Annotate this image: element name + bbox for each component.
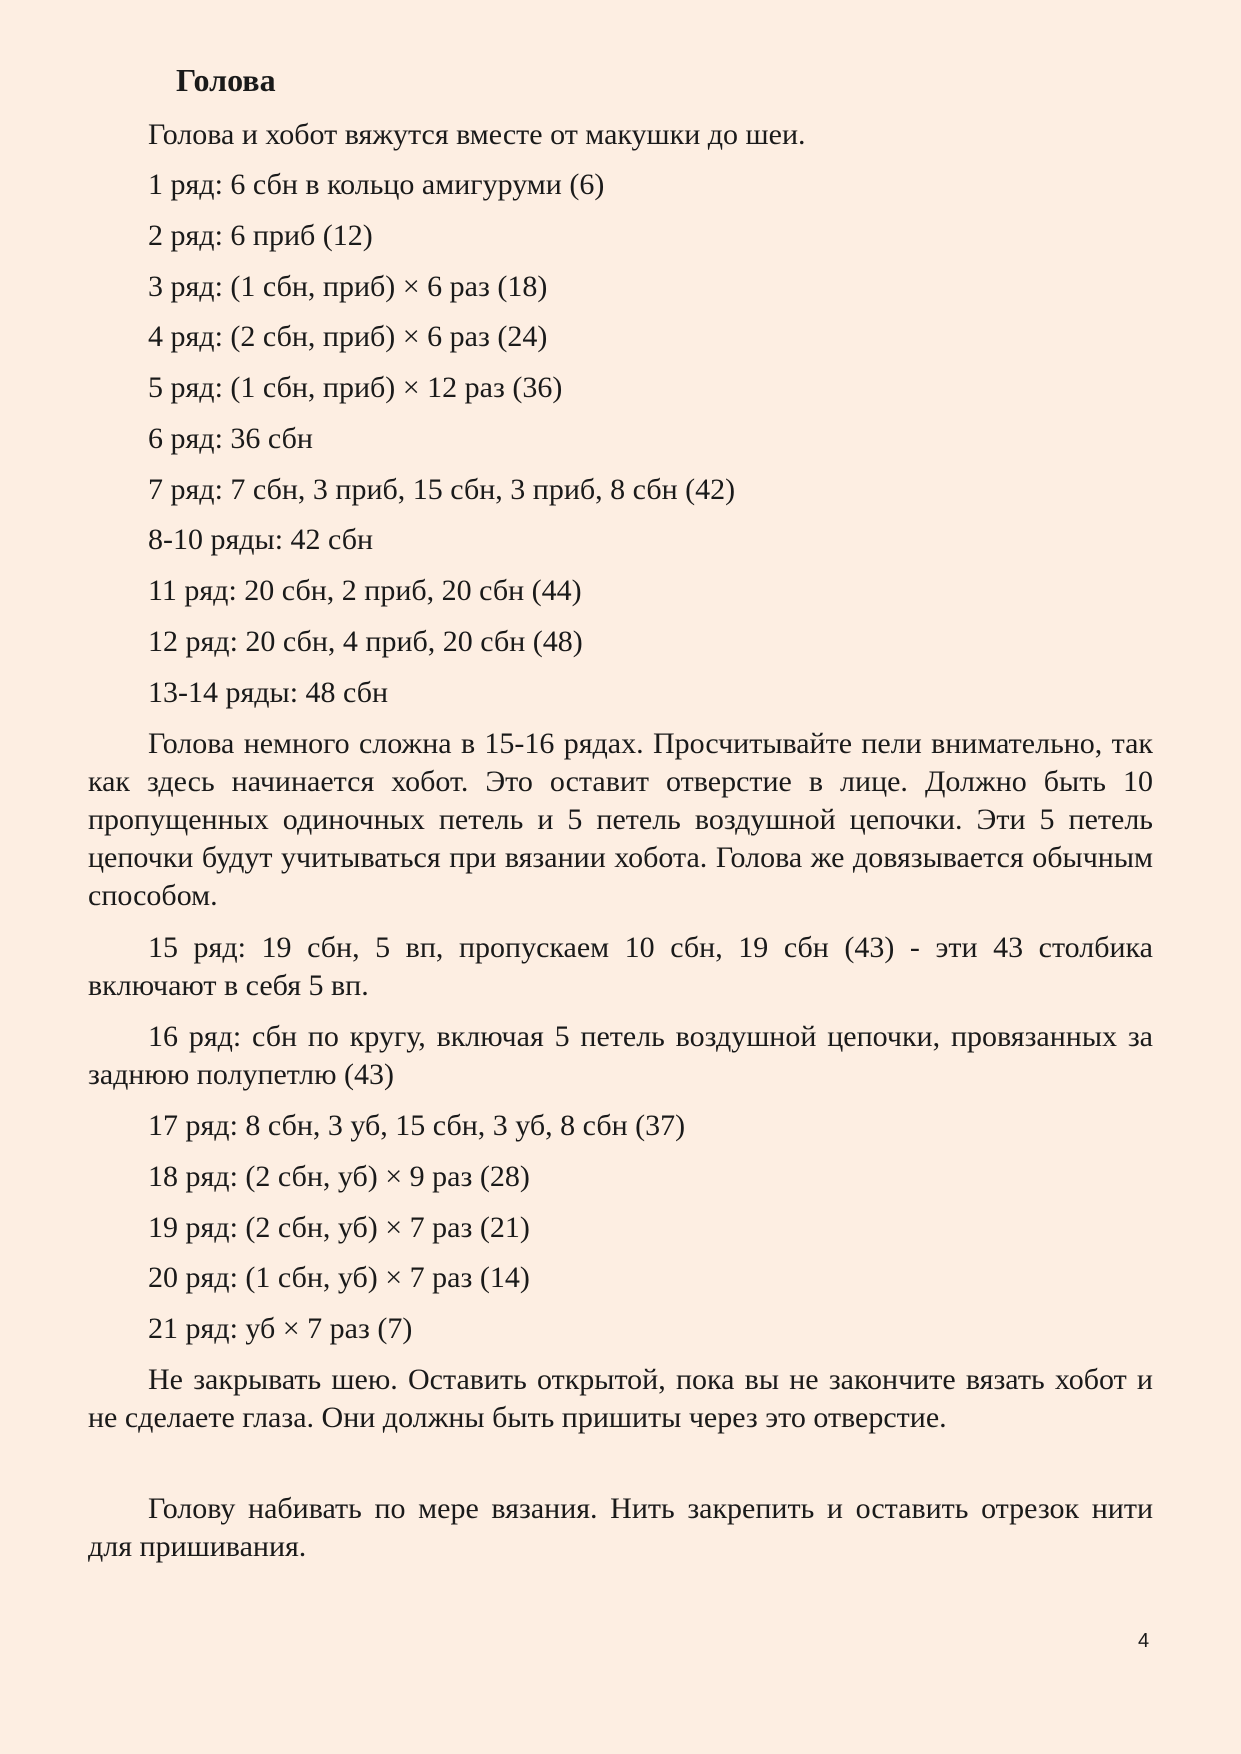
row-line: 19 ряд: (2 сбн, уб) × 7 раз (21)	[148, 1211, 530, 1244]
row-line: 13-14 ряды: 48 сбн	[148, 676, 389, 709]
paragraph-note: Голова немного сложна в 15-16 рядах. Просчитывайте пели внимательно, так как здесь начинается хобот. Это оставит отверстие в лице. Должно быть 10 пропущенных одиночных петель и 5 петель воздушной цепочки. Эти 5 петель цепочки будут учитываться при вязании хобота. Голова же довязывается обычным способом.	[88, 727, 1153, 912]
row-line: 11 ряд: 20 сбн, 2 приб, 20 сбн (44)	[148, 574, 582, 607]
row-line: 18 ряд: (2 сбн, уб) × 9 раз (28)	[148, 1160, 530, 1193]
row-line: 12 ряд: 20 сбн, 4 приб, 20 сбн (48)	[148, 625, 583, 658]
row-line: 17 ряд: 8 сбн, 3 уб, 15 сбн, 3 уб, 8 сбн (37)	[148, 1109, 686, 1142]
page-number: 4	[1138, 1630, 1150, 1652]
row-line: 2 ряд: 6 приб (12)	[148, 219, 373, 252]
row-line: 4 ряд: (2 сбн, приб) × 6 раз (24)	[148, 320, 548, 353]
paragraph-note: Не закрывать шею. Оставить открытой, пока вы не закончите вязать хобот и не сделаете глаза. Они должны быть пришиты через это отверстие.	[88, 1363, 1153, 1434]
row-line: 21 ряд: уб × 7 раз (7)	[148, 1312, 413, 1345]
section-title: Голова	[176, 62, 276, 98]
row-paragraph: 15 ряд: 19 сбн, 5 вп, пропускаем 10 сбн, 19 сбн (43) - эти 43 столбика включают в себя 5 вп.	[88, 931, 1153, 1002]
row-line: 20 ряд: (1 сбн, уб) × 7 раз (14)	[148, 1261, 530, 1294]
row-paragraph: 16 ряд: сбн по кругу, включая 5 петель воздушной цепочки, провязанных за заднюю полупетлю (43)	[88, 1020, 1153, 1091]
row-line: 8-10 ряды: 42 сбн	[148, 523, 374, 556]
row-line: 1 ряд: 6 сбн в кольцо амигуруми (6)	[148, 168, 605, 201]
row-line: 7 ряд: 7 сбн, 3 приб, 15 сбн, 3 приб, 8 сбн (42)	[148, 473, 736, 506]
row-line: 3 ряд: (1 сбн, приб) × 6 раз (18)	[148, 270, 548, 303]
row-line: 6 ряд: 36 сбн	[148, 422, 313, 455]
paragraph-note: Голову набивать по мере вязания. Нить закрепить и оставить отрезок нити для пришивания.	[88, 1492, 1153, 1563]
row-line: 5 ряд: (1 сбн, приб) × 12 раз (36)	[148, 371, 563, 404]
intro-text: Голова и хобот вяжутся вместе от макушки до шеи.	[148, 118, 806, 151]
